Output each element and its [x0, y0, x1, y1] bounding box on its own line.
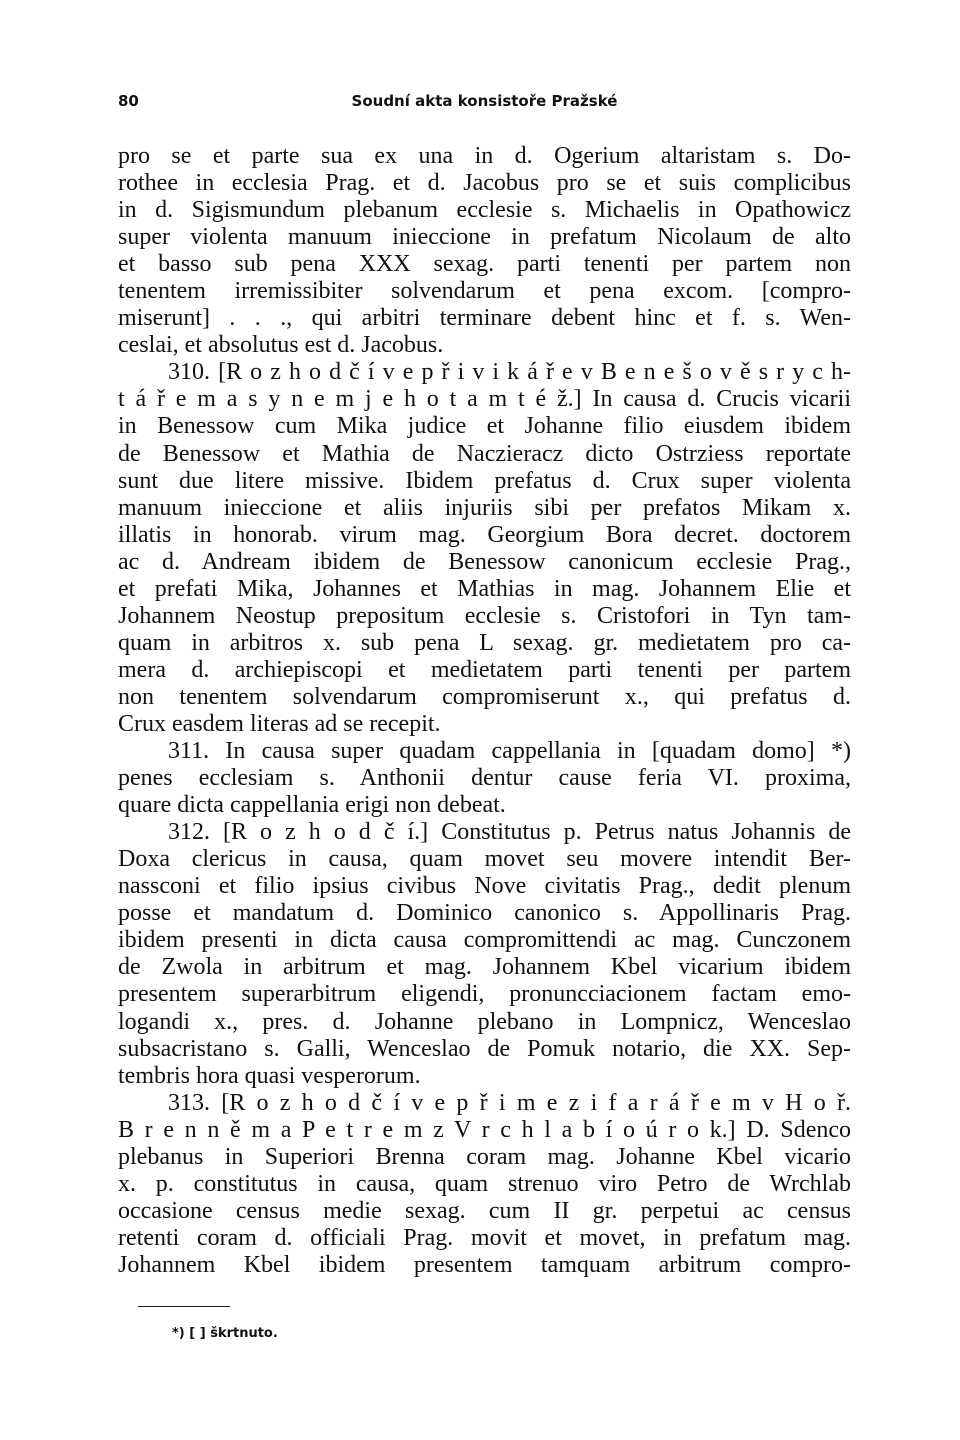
text-line: pro se et parte sua ex una in d. Ogerium altaristam s. Do- [118, 143, 851, 169]
text-line: ceslai, et absolutus est d. Jacobus. [118, 332, 444, 359]
text-line: rothee in ecclesia Prag. et d. Jacobus pro se et suis complicibus [118, 170, 851, 197]
body-text [118, 143, 851, 1279]
text-line: Doxa clericus in causa, quam movet seu movere intendit Ber- [118, 846, 851, 873]
text-line: non tenentem solvendarum compromiserunt x., qui prefatus d. [118, 683, 851, 710]
running-head [118, 92, 851, 112]
text-line: super violenta manuum inieccione in prefatum Nicolaum de alto [118, 224, 851, 251]
text-line: in d. Sigismundum plebanum ecclesie s. Michaelis in Opathowicz [118, 197, 851, 224]
text-line: B r e n n ě m a P e t r e m z V r c h l a b í o ú r o k.] D. Sdenco [118, 1116, 851, 1143]
text-line: presentem superarbitrum eligendi, pronuncciacionem factam emo- [118, 981, 851, 1008]
text-line: Crux easdem literas ad se recepit. [118, 710, 441, 737]
text-line: plebanus in Superiori Brenna coram mag. Johanne Kbel vicario [118, 1143, 851, 1170]
text-line: quam in arbitros x. sub pena L sexag. gr. medietatem pro ca- [118, 629, 851, 656]
text-line: de Benessow et Mathia de Naczieracz dicto Ostrziess reportate [118, 440, 851, 467]
text-line: Johannem Neostup prepositum ecclesie s. Cristofori in Tyn tam- [118, 602, 851, 629]
entry-311-heading: 311. In causa super quadam cappellania in [quadam domo] *) [168, 738, 851, 765]
text-line: logandi x., pres. d. Johanne plebano in Lompnicz, Wenceslao [118, 1008, 851, 1035]
text-line: penes ecclesiam s. Anthonii dentur cause feria VI. proxima, [118, 765, 851, 792]
footnote: *) [ ] škrtnuto. [172, 1326, 278, 1341]
text-line: occasione census medie sexag. cum II gr. perpetui ac census [118, 1197, 851, 1224]
text-line: in Benessow cum Mika judice et Johanne filio eiusdem ibidem [118, 413, 851, 440]
text-line: Johannem Kbel ibidem presentem tamquam arbitrum compro- [118, 1251, 851, 1278]
text-line: subsacristano s. Galli, Wenceslao de Pomuk notario, die XX. Sep- [118, 1035, 851, 1062]
entry-310-heading: 310. [R o z h o d č í v e p ř i v i k á ř e v B e n e š o v ě s r y c h- [168, 359, 851, 386]
text-line: nassconi et filio ipsius civibus Nove civitatis Prag., dedit plenum [118, 873, 851, 900]
text-line: tembris hora quasi vesperorum. [118, 1062, 421, 1089]
text-line: t á ř e m a s y n e m j e h o t a m t é ž.] In causa d. Crucis vicarii [118, 386, 851, 413]
text-line: x. p. constitutus in causa, quam strenuo viro Petro de Wrchlab [118, 1170, 851, 1197]
text-line: mera d. archiepiscopi et medietatem parti tenenti per partem [118, 656, 851, 683]
entry-312-heading: 312. [R o z h o d č í.] Constitutus p. Petrus natus Johannis de [168, 819, 851, 846]
text-line: illatis in honorab. virum mag. Georgium Bora decret. doctorem [118, 521, 851, 548]
text-line: retenti coram d. officiali Prag. movit et movet, in prefatum mag. [118, 1224, 851, 1251]
running-title: Soudní akta konsistoře Pražské [351, 92, 618, 110]
entry-313-heading: 313. [R o z h o d č í v e p ř i m e z i f a r á ř e m v H o ř. [168, 1089, 851, 1116]
footnote-divider [138, 1306, 230, 1307]
text-line: ac d. Andream ibidem de Benessow canonicum ecclesie Prag., [118, 548, 851, 575]
text-line: manuum inieccione et aliis injuriis sibi per prefatos Mikam x. [118, 494, 851, 521]
text-line: de Zwola in arbitrum et mag. Johannem Kbel vicarium ibidem [118, 954, 851, 981]
page-number: 80 [118, 92, 139, 110]
text-line: ibidem presenti in dicta causa compromittendi ac mag. Cunczonem [118, 927, 851, 954]
text-line: et basso sub pena XXX sexag. parti tenenti per partem non [118, 251, 851, 278]
text-line: quare dicta cappellania erigi non debeat. [118, 792, 506, 819]
text-line: sunt due litere missive. Ibidem prefatus d. Crux super violenta [118, 467, 851, 494]
text-line: tenentem irremissibiter solvendarum et pena excom. [compro- [118, 278, 851, 305]
text-line: et prefati Mika, Johannes et Mathias in mag. Johannem Elie et [118, 575, 851, 602]
text-line: posse et mandatum d. Dominico canonico s. Appollinaris Prag. [118, 900, 851, 927]
text-line: miserunt] . . ., qui arbitri terminare debent hinc et f. s. Wen- [118, 305, 851, 332]
